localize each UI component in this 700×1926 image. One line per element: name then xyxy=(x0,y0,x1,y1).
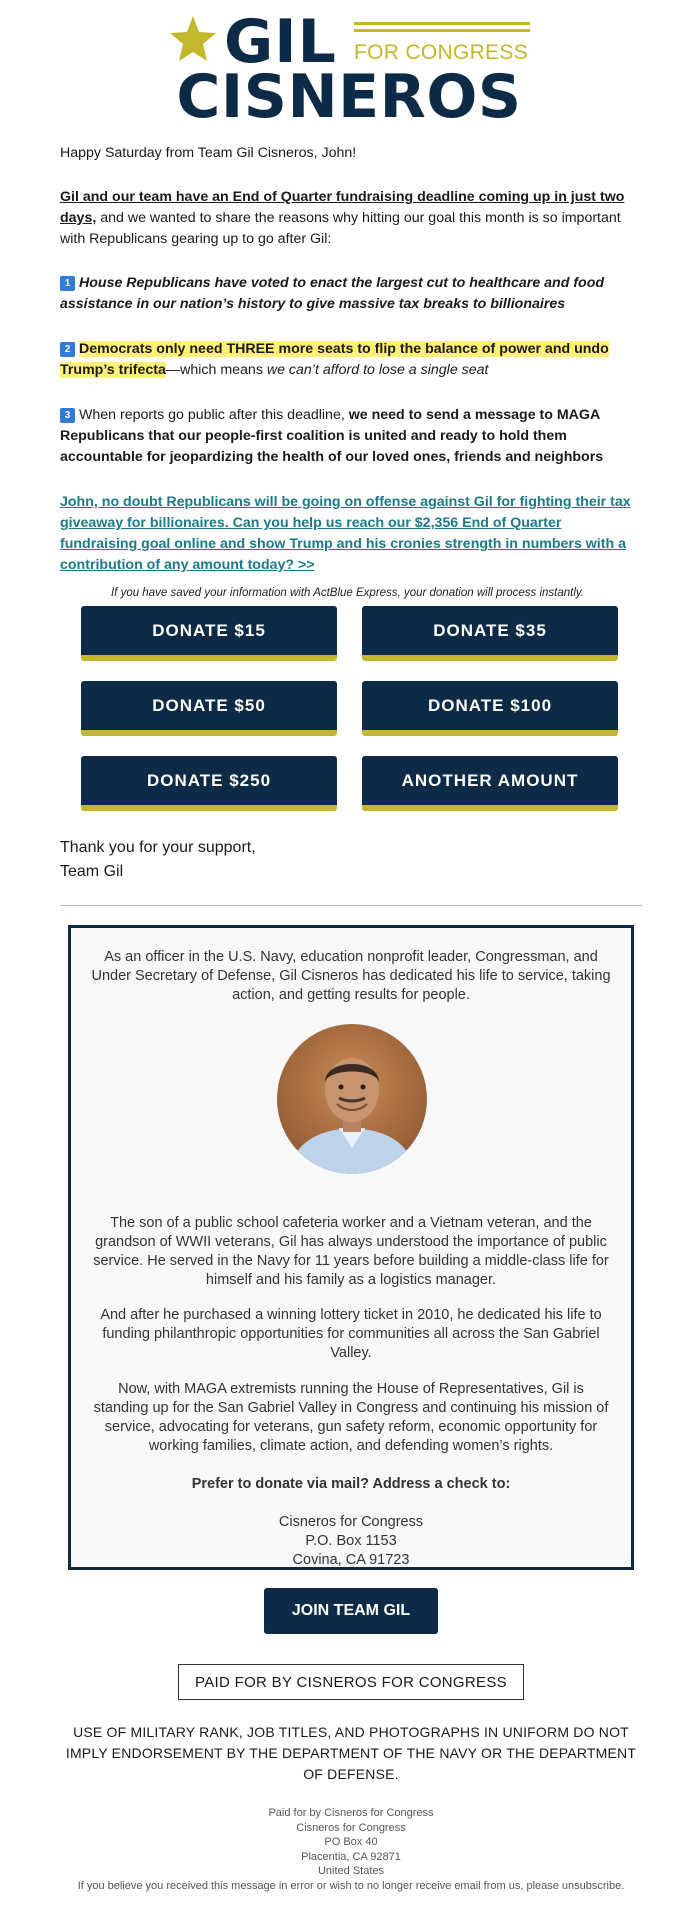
donate-250-button[interactable]: DONATE $250 xyxy=(81,756,337,811)
greeting: Happy Saturday from Team Gil Cisneros, John! xyxy=(60,145,357,161)
cta-paragraph xyxy=(60,492,635,576)
intro-bold: Gil and our team have an End of Quarter fundraising deadline coming up in just two days, xyxy=(60,189,625,226)
actblue-note: If you have saved your information with ActBlue Express, your donation will process instantly. xyxy=(110,587,584,599)
point-2-highlight: Democrats only need THREE more seats to flip the balance of power and undo Trump’s trifecta xyxy=(60,341,609,378)
point-1 xyxy=(60,273,635,315)
address-line-2: P.O. Box 1153 xyxy=(305,1533,397,1549)
footer xyxy=(60,1806,642,1893)
point-2-italic: we can’t afford to lose a single seat xyxy=(266,362,489,378)
signoff-line-1: Thank you for your support, xyxy=(60,839,256,856)
address-line-1: Cisneros for Congress xyxy=(278,1514,424,1530)
logo-last-name: CISNEROS xyxy=(176,62,522,132)
star-icon xyxy=(168,14,218,64)
join-team-gil-button[interactable]: JOIN TEAM GIL xyxy=(264,1588,438,1634)
intro-paragraph xyxy=(60,187,635,250)
address-line-3: Covina, CA 91723 xyxy=(292,1552,410,1568)
number-3-icon: 3 xyxy=(60,408,75,423)
donate-100-button[interactable]: DONATE $100 xyxy=(362,681,618,736)
another-amount-button[interactable]: ANOTHER AMOUNT xyxy=(362,756,618,811)
point-3-lead: When reports go public after this deadline, xyxy=(79,407,349,423)
unsubscribe-note[interactable]: If you believe you received this message in error or wish to no longer receive email from us, please unsubscribe. xyxy=(77,1879,625,1892)
footer-line-5: United States xyxy=(317,1865,385,1877)
donate-35-button[interactable]: DONATE $35 xyxy=(362,606,618,661)
point-3 xyxy=(60,405,635,468)
bio-paragraph-1: The son of a public school cafeteria worker and a Vietnam veteran, and the grandson of WWII veterans, Gil has always understood the importance of public service. He served in the Navy for 11 years before building a middle-class life for himself and his family as a logistics manager. xyxy=(93,1215,609,1288)
point-2-mid: —which means xyxy=(165,362,267,378)
logo-stripes xyxy=(354,22,530,36)
bio-paragraph-2: And after he purchased a winning lottery ticket in 2010, he dedicated his life to funding philanthropic opportunities for communities all across the San Gabriel Valley. xyxy=(100,1307,602,1361)
divider xyxy=(60,905,642,906)
signoff xyxy=(60,836,256,884)
logo-first-name: GIL xyxy=(224,7,337,77)
footer-line-4: Placentia, CA 92871 xyxy=(301,1850,401,1863)
bio-intro: As an officer in the U.S. Navy, education nonprofit leader, Congressman, and Under Secretary of Defense, Gil Cisneros has dedicated his life to service, taking action, and getting results for people. xyxy=(91,949,611,1003)
donate-50-button[interactable]: DONATE $50 xyxy=(81,681,337,736)
mailing-address xyxy=(91,1513,611,1570)
number-1-icon: 1 xyxy=(60,276,75,291)
intro-rest: and we wanted to share the reasons why hitting our goal this month is so important with Republicans gearing up to go after Gil: xyxy=(60,210,621,247)
point-2 xyxy=(60,339,635,381)
donate-cta-link[interactable]: John, no doubt Republicans will be going on offense against Gil for fighting their tax giveaway for billionaires. Can you help us reach our $2,356 End of Quarter fundraising goal online and show Trump and his cronies strength in numbers with a contribution of any amount today? >> xyxy=(60,494,631,573)
donate-15-button[interactable]: DONATE $15 xyxy=(81,606,337,661)
footer-line-2: Cisneros for Congress xyxy=(296,1821,406,1834)
campaign-logo xyxy=(168,7,538,132)
bio-paragraph-3: Now, with MAGA extremists running the House of Representatives, Gil is standing up for the San Gabriel Valley in Congress and continuing his mission of service, advocating for veterans, gun safety reform, economic opportunity for working families, climate action, and defending women’s rights. xyxy=(93,1381,609,1454)
number-2-icon: 2 xyxy=(60,342,75,357)
signoff-line-2: Team Gil xyxy=(60,863,124,880)
point-3-bold: we need to send a message to MAGA Republicans that our people-first coalition is united and ready to hold them accountable for jeopardizing the health of our loved ones, friends and neighbors xyxy=(60,407,604,465)
paid-for-box: PAID FOR BY CISNEROS FOR CONGRESS xyxy=(178,1664,524,1700)
candidate-portrait-icon xyxy=(277,1024,427,1174)
point-1-text: House Republicans have voted to enact the largest cut to healthcare and food assistance in our nation’s history to give massive tax breaks to billionaires xyxy=(60,275,605,312)
mail-heading: Prefer to donate via mail? Address a check to: xyxy=(191,1476,511,1492)
military-disclaimer: USE OF MILITARY RANK, JOB TITLES, AND PHOTOGRAPHS IN UNIFORM DO NOT IMPLY ENDORSEMENT BY THE DEPARTMENT OF THE NAVY OR THE DEPARTMENT OF DEFENSE. xyxy=(65,1724,637,1782)
footer-line-3: PO Box 40 xyxy=(324,1836,378,1848)
candidate-photo xyxy=(277,1024,427,1174)
footer-line-1: Paid for by Cisneros for Congress xyxy=(268,1807,434,1819)
bio-box xyxy=(68,925,634,1570)
logo-tagline: FOR CONGRESS xyxy=(354,41,528,64)
